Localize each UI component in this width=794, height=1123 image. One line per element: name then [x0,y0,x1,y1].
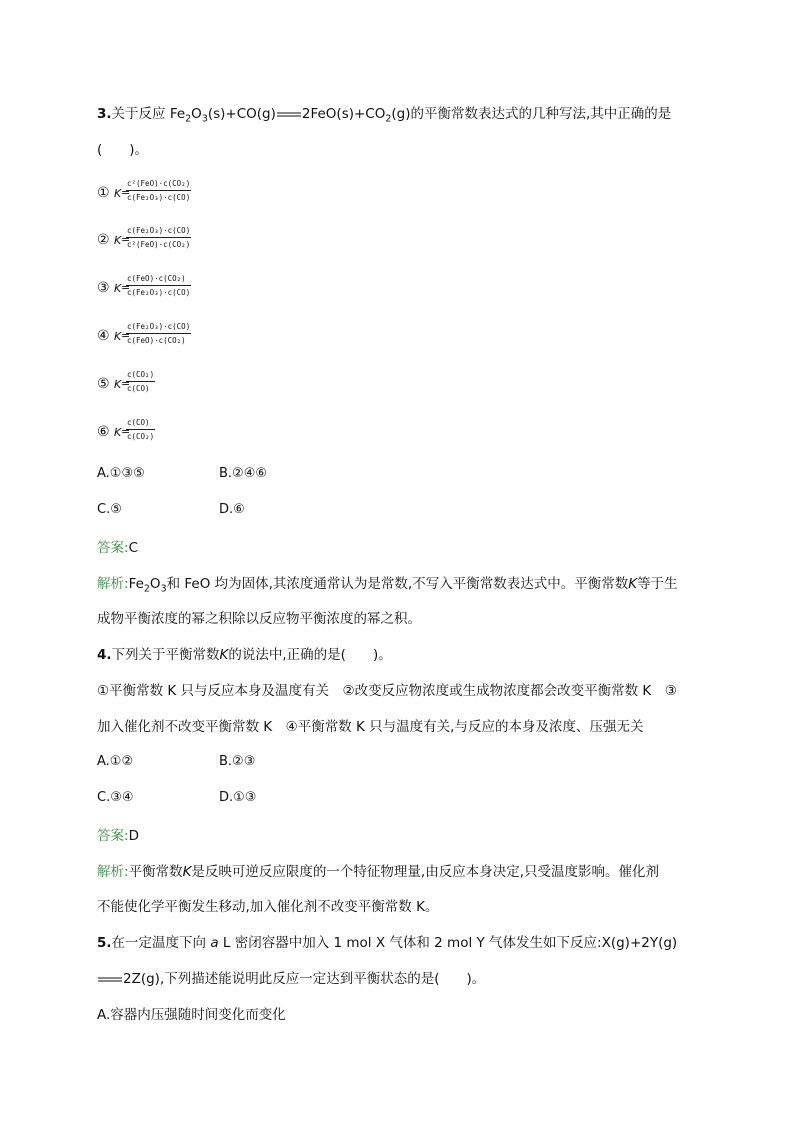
expr-equals: = [121,329,131,342]
expr-denominator: c²(FeO)·c(CO₂) [127,240,191,249]
expr-numerator: c(Fe₂O₃)·c(CO) [127,322,191,331]
expr-equals: = [121,377,131,390]
expr-equals: = [121,233,131,246]
analysis-sub: 2 [143,583,150,595]
q4-option-b: B.②③ [219,754,256,769]
expr-k: K [114,330,122,343]
q3-option-d: D.⑥ [219,502,245,517]
q3-stem-part-b: (s)+CO(g) [207,106,276,122]
expr-k: K [114,234,122,247]
expr-denominator: c(Fe₂O₃)·c(CO) [127,193,191,202]
analysis-label: 解析: [97,864,129,880]
q3-answer [97,538,138,558]
q5-stem-part-c: 2Z(g),下列描述能说明此反应一定达到平衡状态的是( )。 [123,971,486,987]
q3-number: 3. [97,106,112,122]
q4-option-d: D.①③ [219,790,257,805]
q4-stem-part-b: 的说法中,正确的是( )。 [228,647,392,663]
analysis-text: Fe [128,576,144,592]
q3-fe2o3-sub2: 2 [185,113,192,125]
q4-stem-part-a: 下列关于平衡常数 [111,647,220,663]
q4-analysis-line-2: 不能使化学平衡发生移动,加入催化剂不改变平衡常数 K。 [97,899,439,915]
expr-index: ④ [97,328,110,344]
q5-stem-part-b: L 密闭容器中加入 1 mol X 气体和 2 mol Y 气体发生如下反应:X(g)+2Y(g) [222,935,678,951]
expr-fraction [126,369,155,394]
expr-numerator: c(CO) [127,418,150,427]
q5-stem-part-a: 在一定温度下向 [111,935,207,951]
analysis-sub: 3 [160,583,167,595]
q3-fe2o3-sub3: 3 [201,113,208,125]
q3-analysis-line-1 [97,574,678,600]
analysis-text: 是反映可逆反应限度的一个特征物理量,由反应本身决定,只受温度影响。催化剂 [191,864,660,880]
expr-index: ② [97,232,110,248]
q3-option-b: B.②④⑥ [219,466,268,481]
analysis-text: 等于生 [637,576,678,592]
fraction-bar [126,285,191,286]
equilibrium-arrow-icon [98,976,122,982]
expr-denominator: c(Fe₂O₃)·c(CO) [127,288,191,297]
q4-option-c: C.③④ [97,790,134,805]
fraction-bar [126,429,155,430]
analysis-text: 和 FeO 均为固体,其浓度通常认为是常数,不写入平衡常数表达式中。平衡常数 [166,576,629,592]
equilibrium-arrow-icon [277,111,301,117]
q3-fe2o3-o: O [191,106,202,122]
q3-stem-part-c: 2FeO(s)+CO [301,106,386,122]
expr-denominator: c(CO₂) [127,432,155,441]
q5-number: 5. [97,935,112,951]
expr-equals: = [121,281,131,294]
expr-equals: = [121,186,131,199]
analysis-label: 解析: [97,576,129,592]
fraction-bar [126,381,155,382]
expr-numerator: c(Fe₂O₃)·c(CO) [127,226,191,235]
q3-blank: ( )。 [97,142,149,158]
expr-denominator: c(CO) [127,384,150,393]
q4-stem-k: K [219,647,229,663]
expr-fraction [126,178,191,203]
expr-fraction [126,417,155,442]
expr-k: K [114,378,122,391]
analysis-k: K [628,576,638,592]
q4-option-a: A.①② [97,754,134,769]
expr-index: ⑤ [97,376,110,392]
analysis-text: 平衡常数 [128,864,183,880]
analysis-k: K [182,864,192,880]
answer-value: D [128,828,139,844]
q3-stem-part-d: (g)的平衡常数表达式的几种写法,其中正确的是 [391,106,672,122]
answer-label: 答案: [97,540,129,556]
q4-number: 4. [97,647,112,663]
answer-label: 答案: [97,828,129,844]
expr-fraction [126,321,191,346]
fraction-bar [126,190,191,191]
expr-index: ③ [97,280,110,296]
fraction-bar [126,237,191,238]
q3-stem [97,104,671,130]
q5-stem [97,933,677,953]
fraction-bar [126,333,191,334]
q5-option-a: A.容器内压强随时间变化而变化 [97,1007,286,1023]
expr-fraction [126,273,191,298]
expr-index: ① [97,185,110,201]
expr-k: K [114,187,122,200]
expr-index: ⑥ [97,424,110,440]
q4-analysis-line-1 [97,862,659,882]
q4-statements-line-1: ①平衡常数 K 只与反应本身及温度有关 ②改变反应物浓度或生成物浓度都会改变平衡常数 K ③ [97,683,677,699]
q3-analysis-line-2: 成物平衡浓度的幂之积除以反应物平衡浓度的幂之积。 [97,611,421,627]
expr-denominator: c(FeO)·c(CO₂) [127,336,186,345]
expr-numerator: c(FeO)·c(CO₂) [127,274,186,283]
expr-fraction [126,225,191,250]
analysis-text: O [149,576,161,592]
expr-numerator: c(CO₂) [127,370,155,379]
q3-option-c: C.⑤ [97,502,122,517]
expr-numerator: c²(FeO)·c(CO₂) [127,179,191,188]
expr-k: K [114,426,122,439]
q4-answer [97,826,139,846]
expr-k: K [114,282,122,295]
answer-value: C [128,540,138,556]
q4-statements-line-2: 加入催化剂不改变平衡常数 K ④平衡常数 K 只与温度有关,与反应的本身及浓度、压强无关 [97,719,644,735]
q5-stem-line-2 [97,969,485,989]
q3-stem-part-a: 关于反应 Fe [111,106,186,122]
expr-equals: = [121,425,131,438]
q5-stem-var: a [210,935,219,951]
q4-stem [97,645,392,665]
q3-co2-sub: 2 [385,113,392,125]
q3-option-a: A.①③⑤ [97,466,145,481]
